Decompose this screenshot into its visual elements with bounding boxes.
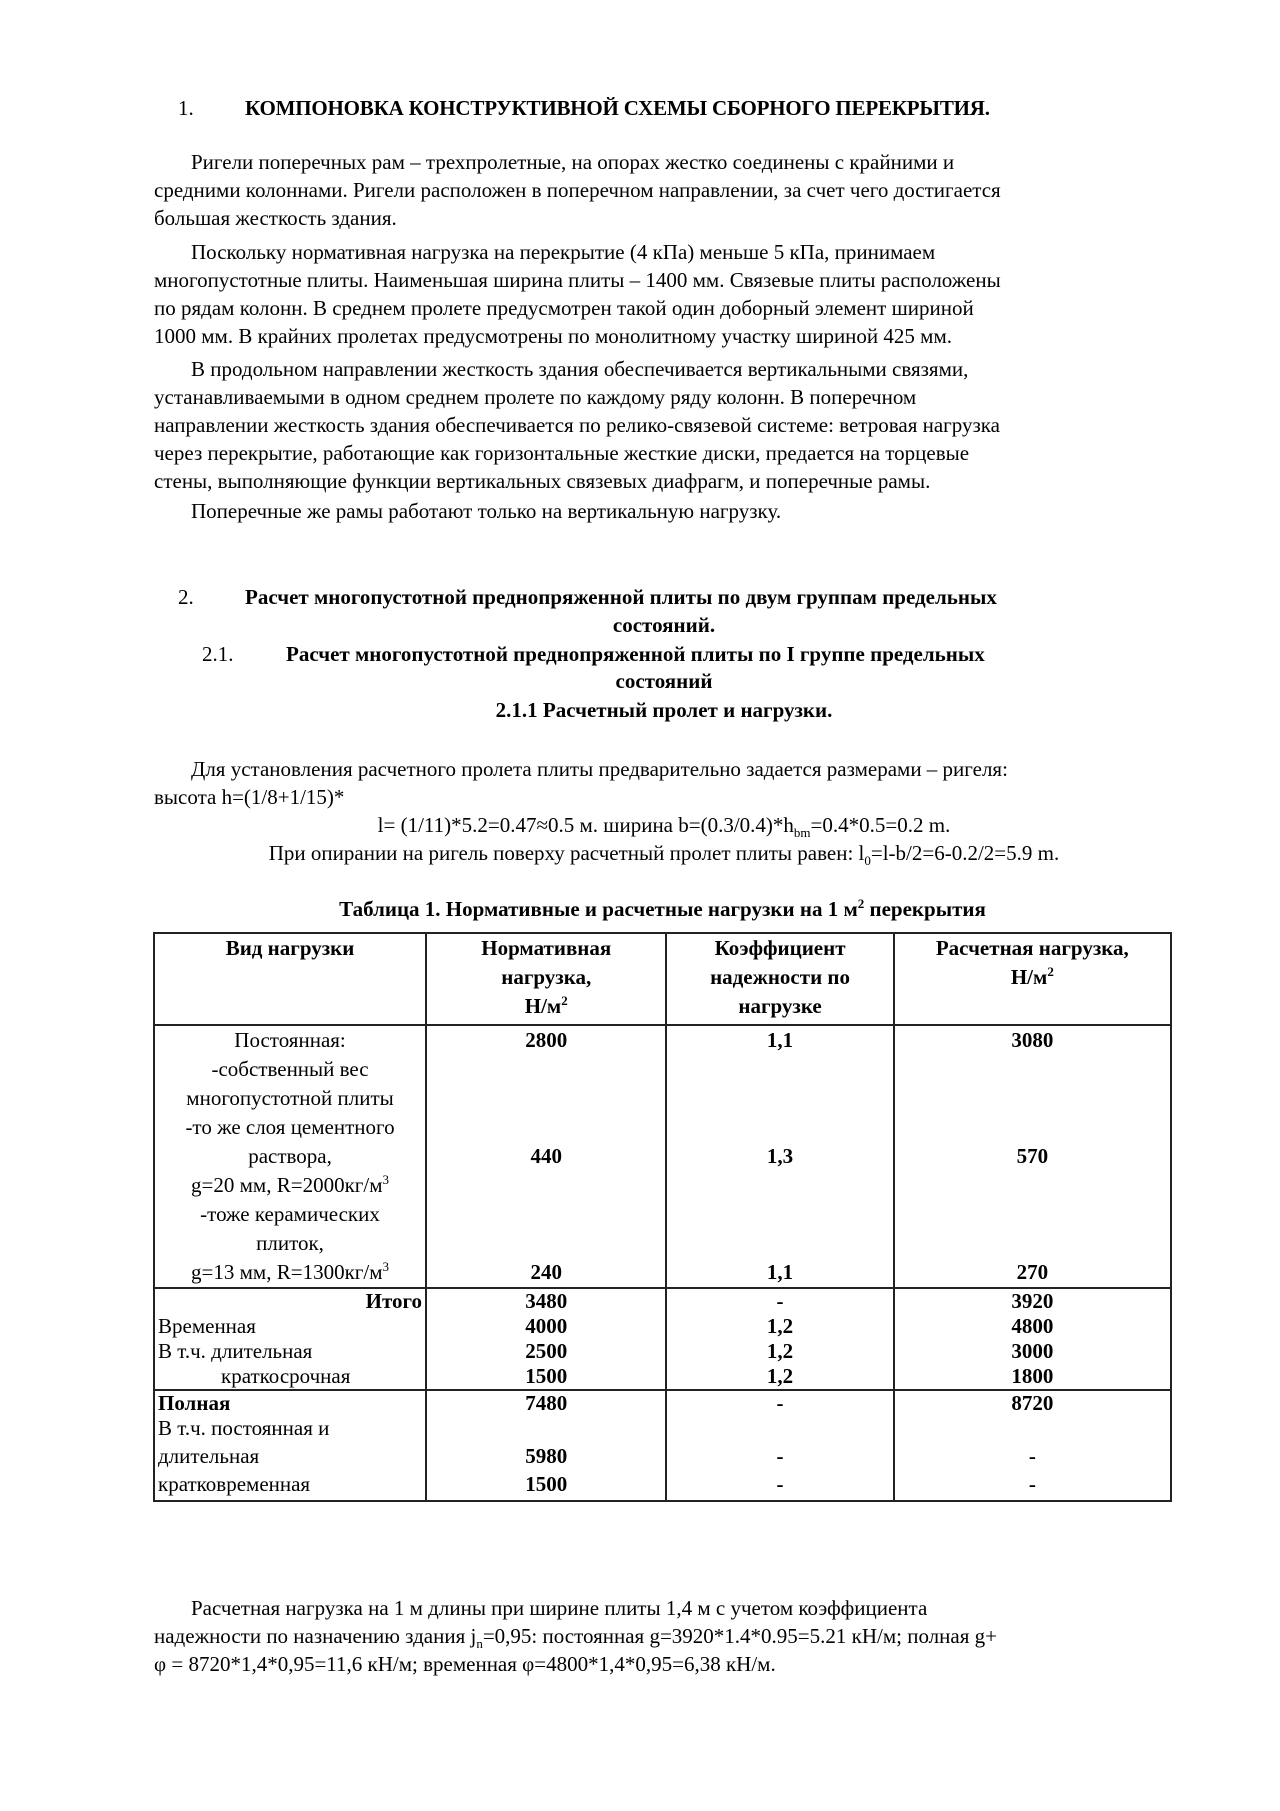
cell-text: Временная — [158, 1314, 256, 1338]
header-text: нагрузка, — [501, 965, 592, 989]
section-1-number: 1. — [178, 96, 194, 120]
cell-value: 5980 — [525, 1444, 568, 1468]
text-line: через перекрытие, работающие как горизонтальные жесткие диски, предается на торцевые — [154, 441, 970, 465]
totals-design-cell — [894, 1288, 1171, 1390]
full-design-cell — [894, 1390, 1171, 1501]
formula-line — [154, 839, 1174, 867]
caption-text: перекрытия — [864, 897, 986, 921]
formula-text: =l-b/2=6-0.2/2=5.9 m. — [870, 841, 1060, 865]
header-coefficient — [666, 933, 893, 1025]
paragraph-4 — [154, 497, 1174, 525]
cell-value: 1,1 — [766, 1260, 794, 1284]
text-line: Ригели поперечных рам – трехпролетные, на опорах жестко соединены с крайними и — [191, 150, 955, 174]
cell-text: -собственный вес — [211, 1057, 369, 1081]
paragraph-1 — [154, 148, 1174, 232]
cell-text: раствора, — [248, 1144, 332, 1168]
cell-value: 8720 — [1011, 1391, 1054, 1415]
cell-value: - — [776, 1391, 784, 1415]
cell-value: 1500 — [525, 1472, 568, 1496]
formula-text: =0.4*0.5=0.2 m. — [810, 813, 951, 837]
cell-value: 4800 — [1011, 1314, 1054, 1338]
cell-value: - — [776, 1289, 784, 1313]
cell-value: 2800 — [525, 1028, 568, 1052]
cell-value: 1,2 — [766, 1314, 794, 1338]
section-1-title: КОМПОНОВКА КОНСТРУКТИВНОЙ СХЕМЫ СБОРНОГО ПЕРЕКРЫТИЯ. — [245, 96, 990, 120]
text: =0,95: постоянная g=3920*1.4*0.95=5.21 кН/м; полная g+ — [482, 1624, 997, 1648]
section-2-1-title-line2: состояний — [615, 669, 713, 693]
header-load-type — [154, 933, 426, 1025]
text-line: устанавливаемыми в одном среднем пролете по каждому ряду колонн. В поперечном — [154, 385, 917, 409]
cell-text: многопустотной плиты — [186, 1086, 394, 1110]
cell-text: g=13 мм, R=1300кг/м — [191, 1260, 383, 1284]
cell-value — [670, 1416, 889, 1444]
cell-text: В т.ч. длительная — [158, 1339, 313, 1363]
totals-normative-cell — [426, 1288, 666, 1390]
paragraph-3 — [154, 355, 1174, 495]
table-row-full — [154, 1390, 1171, 1501]
final-paragraph — [154, 1594, 1174, 1678]
cell-text: плиток, — [256, 1231, 324, 1255]
cell-value: - — [776, 1444, 784, 1468]
cell-text — [158, 1171, 422, 1200]
formula-text: При опирании на ригель поверху расчетный пролет плиты равен: l — [268, 841, 865, 865]
header-text: Нормативная — [481, 936, 612, 960]
cell-value: 3480 — [525, 1289, 568, 1313]
cell-text: Постоянная: — [234, 1028, 346, 1052]
cell-value: 1500 — [525, 1364, 568, 1388]
paragraph-2 — [154, 238, 1174, 350]
header-text — [430, 992, 662, 1021]
text-line: Поскольку нормативная нагрузка на перекрытие (4 кПа) меньше 5 кПа, принимаем — [191, 240, 936, 264]
section-2-number: 2. — [178, 585, 194, 609]
cell-text: -то же слоя цементного — [185, 1115, 395, 1139]
cell-text: В т.ч. постоянная и — [158, 1416, 330, 1440]
cell-value: 570 — [1016, 1144, 1049, 1168]
header-text: Вид нагрузки — [225, 936, 355, 960]
full-label-cell — [154, 1390, 426, 1501]
text-line: многопустотные плиты. Наименьшая ширина плиты – 1400 мм. Связевые плиты расположены — [154, 268, 1001, 292]
cell-value: 1,3 — [766, 1144, 794, 1168]
text-line — [154, 1622, 1174, 1650]
cell-text: краткосрочная — [221, 1364, 351, 1388]
cell-value: - — [1028, 1444, 1036, 1468]
header-text: нагрузке — [738, 994, 822, 1018]
superscript: 2 — [561, 993, 568, 1008]
subscript: n — [476, 1636, 483, 1652]
cell-value: 1,2 — [766, 1364, 794, 1388]
totals-coef-cell — [666, 1288, 893, 1390]
permanent-coef-cell — [666, 1025, 893, 1288]
totals-label-cell — [154, 1288, 426, 1390]
permanent-label-cell — [154, 1025, 426, 1288]
loads-table — [153, 932, 1172, 1502]
full-normative-cell — [426, 1390, 666, 1501]
header-design — [894, 933, 1171, 1025]
text-line: стены, выполняющие функции вертикальных связевых диафрагм, и поперечные рамы. — [154, 469, 931, 493]
text-line: Поперечные же рамы работают только на вертикальную нагрузку. — [191, 499, 782, 523]
cell-value: - — [776, 1472, 784, 1496]
cell-text: кратковременная — [158, 1472, 311, 1496]
section-2-1-1-title: 2.1.1 Расчетный пролет и нагрузки. — [495, 698, 833, 722]
cell-value: 2500 — [525, 1339, 568, 1363]
section-2-title-line1: Расчет многопустотной преднопряженной плиты по двум группам предельных — [245, 585, 997, 609]
text-line: 1000 мм. В крайних пролетах предусмотрены по монолитному участку шириной 425 мм. — [154, 324, 952, 348]
text-line: В продольном направлении жесткость здания обеспечивается вертикальными связями, — [191, 357, 969, 381]
section-2-1-number: 2.1. — [202, 642, 234, 666]
full-coef-cell — [666, 1390, 893, 1501]
cell-value: 3920 — [1011, 1289, 1054, 1313]
cell-value — [430, 1416, 662, 1444]
permanent-design-cell — [894, 1025, 1171, 1288]
header-normative — [426, 933, 666, 1025]
unit: Н/м — [524, 994, 562, 1018]
text-line: Для установления расчетного пролета плиты предварительно задается размерами – ригеля: — [191, 757, 1008, 781]
superscript: 3 — [382, 1259, 390, 1274]
cell-value: 4000 — [525, 1314, 568, 1338]
cell-text: длительная — [158, 1444, 260, 1468]
cell-value: 1,1 — [766, 1028, 794, 1052]
calc-paragraph — [154, 755, 1174, 867]
superscript: 2 — [857, 896, 865, 911]
permanent-normative-cell — [426, 1025, 666, 1288]
text-line: Расчетная нагрузка на 1 м длины при ширине плиты 1,4 м с учетом коэффициента — [191, 1596, 928, 1620]
superscript: 2 — [1047, 964, 1054, 979]
header-text: надежности по — [710, 965, 851, 989]
caption-text: Таблица 1. Нормативные и расчетные нагрузки на 1 м — [339, 897, 858, 921]
unit: Н/м — [1010, 965, 1048, 989]
cell-text — [158, 1258, 422, 1287]
cell-value: - — [1028, 1472, 1036, 1496]
subscript: bm — [793, 825, 811, 841]
cell-value: 240 — [530, 1260, 562, 1284]
cell-value: 270 — [1016, 1260, 1049, 1284]
text-line: высота h=(1/8+1/15)* — [154, 785, 345, 809]
header-text: Расчетная нагрузка, — [935, 936, 1129, 960]
text-line: по рядам колонн. В среднем пролете предусмотрен такой один доборный элемент шириной — [154, 296, 974, 320]
header-text: Коэффициент — [714, 936, 846, 960]
cell-value: 3000 — [1011, 1339, 1054, 1363]
cell-value: 1,2 — [766, 1339, 794, 1363]
text-line: направлении жесткость здания обеспечивается по релико-связевой системе: ветровая нагрузка — [154, 413, 1000, 437]
cell-value: 7480 — [525, 1391, 568, 1415]
superscript: 3 — [382, 1172, 390, 1187]
cell-text: Итого — [365, 1289, 423, 1313]
cell-text: Полная — [158, 1391, 231, 1415]
table-header-row — [154, 933, 1171, 1025]
table-caption — [153, 897, 1172, 922]
table-row-permanent — [154, 1025, 1171, 1288]
subscript: 0 — [864, 853, 871, 869]
table-row-totals — [154, 1288, 1171, 1390]
cell-value — [898, 1416, 1167, 1444]
section-2-1-title-line1: Расчет многопустотной преднопряженной плиты по I группе предельных — [286, 642, 985, 666]
text-line: большая жесткость здания. — [154, 206, 397, 230]
cell-value: 3080 — [1011, 1028, 1054, 1052]
header-text — [898, 963, 1167, 992]
cell-value: 440 — [530, 1144, 562, 1168]
formula-text: l= (1/11)*5.2=0.47≈0.5 м. ширина b=(0.3/0.4)*h — [377, 813, 794, 837]
cell-text: g=20 мм, R=2000кг/м — [191, 1173, 383, 1197]
text-line: средними колоннами. Ригели расположен в поперечном направлении, за счет чего достигается — [154, 178, 1001, 202]
text-line: φ = 8720*1,4*0,95=11,6 кН/м; временная φ=4800*1,4*0,95=6,38 кН/м. — [154, 1652, 776, 1676]
text: надежности по назначению здания j — [154, 1624, 477, 1648]
formula-line — [154, 811, 1174, 839]
cell-value: 1800 — [1011, 1364, 1054, 1388]
cell-text: -тоже керамических — [200, 1202, 380, 1226]
section-2-title-line2: состояний. — [612, 613, 716, 637]
